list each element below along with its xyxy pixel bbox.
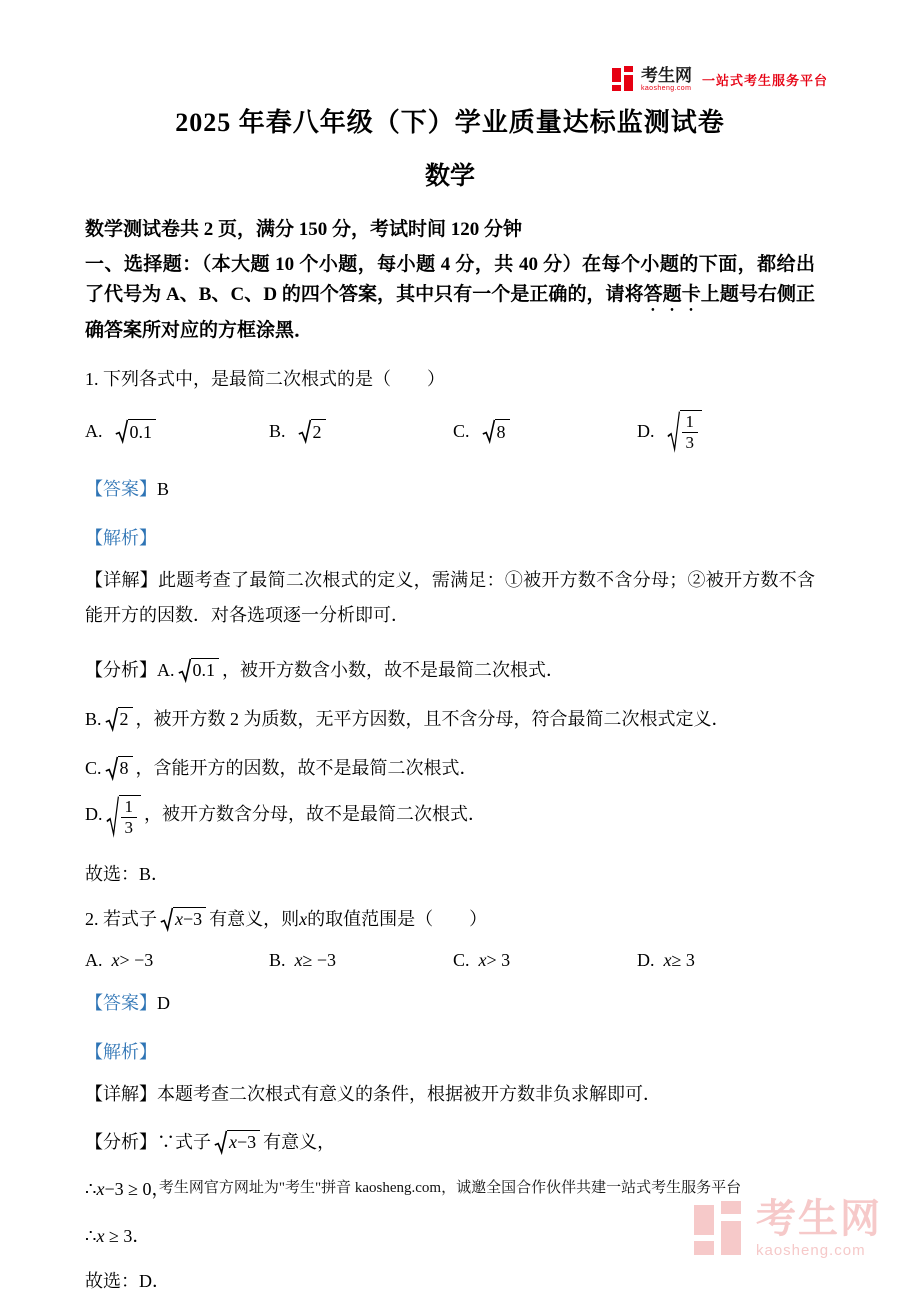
variable: x <box>229 1132 237 1153</box>
question2-stem <box>85 905 815 931</box>
fraction-denominator: 3 <box>685 432 694 452</box>
section1-instructions <box>85 250 815 346</box>
radical-icon <box>105 756 118 780</box>
sqrt-expression <box>178 658 220 682</box>
step-text: ，含能开方的因数，故不是最简二次根式． <box>135 758 478 779</box>
option-label: C. <box>453 420 470 441</box>
radicand <box>227 1130 260 1154</box>
exam-meta-line: 数学测试卷共 2 页，满分 150 分，考试时间 120 分钟 <box>85 219 523 240</box>
step-text: ∵式子 <box>157 1132 211 1153</box>
variable: x <box>175 909 183 930</box>
analysis-label: 【解析】 <box>85 528 157 549</box>
instructions-text-2: 上题号右侧正确答案所对应的方框涂黑． <box>85 284 815 341</box>
variable: x <box>478 950 487 971</box>
question1-stem: 1. 下列各式中，是最简二次根式的是（ ） <box>85 369 445 389</box>
q2-detail <box>85 1077 815 1112</box>
radical-icon <box>106 795 119 837</box>
brand-domain: kaosheng.com <box>640 84 692 92</box>
q1-option-a <box>85 419 269 443</box>
subject-title: 数学 <box>424 163 475 190</box>
option-label: B. <box>269 950 286 971</box>
q1-detail <box>85 563 815 633</box>
radicand-rest: −3 <box>237 1132 257 1153</box>
detail-label: 【详解】 <box>85 570 159 591</box>
step-text: ，被开方数 2 为质数，无平方因数，且不含分母，符合最简二次根式定义． <box>135 709 730 730</box>
sqrt-expression <box>105 707 133 731</box>
instructions-text-1: 一、选择题：（本大题 10 个小题，每小题 4 分，共 40 分）在每个小题的下面，都给出了代号为 A、B、C、D 的四个答案，其中只有一个是正确的，请将 <box>85 254 815 305</box>
watermark-brand: 考生网 <box>756 1197 882 1241</box>
sqrt-fraction-expression <box>106 795 142 837</box>
option-label: C. <box>453 950 470 971</box>
footer-text: 考生网官方网址为"考生"拼音 kaosheng.com，诚邀全国合作伙伴共建一站式考生服务平台 <box>158 1180 742 1196</box>
stem-text: 有意义，则 <box>209 909 300 930</box>
radicand <box>680 410 703 452</box>
therefore-symbol: ∴ <box>85 1226 97 1247</box>
option-label: D. <box>637 950 655 971</box>
option-label: B. <box>269 420 286 441</box>
radical-icon <box>160 907 173 931</box>
detail-text: 此题考查了最简二次根式的定义，需满足：①被开方数不含分母；②被开方数不含能开方的因数．对各选项逐一分析即可． <box>85 570 816 626</box>
option-expression: > −3 <box>119 950 154 971</box>
sqrt-fraction-expression <box>667 410 703 452</box>
expression: −3 ≥ 0， <box>104 1179 170 1200</box>
brand-text <box>641 67 692 92</box>
variable: x <box>96 1179 105 1200</box>
watermark-domain: kaosheng.com <box>756 1242 866 1259</box>
radicand: 0.1 <box>128 419 157 443</box>
step-label: B. <box>85 709 102 730</box>
radicand: 2 <box>118 707 133 731</box>
radical-icon <box>105 707 118 731</box>
q2-answer-line <box>85 989 815 1015</box>
q1-analysis-label-line <box>85 524 815 550</box>
option-label: D. <box>637 420 655 441</box>
sqrt-expression <box>298 419 326 443</box>
step-text: ，被开方数含小数，故不是最简二次根式． <box>222 660 564 681</box>
q2-conclusion: 故选：D． <box>85 1271 170 1292</box>
answer-label: 【答案】 <box>85 993 157 1014</box>
sqrt-expression <box>105 756 133 780</box>
step-label: 【分析】A. <box>85 660 175 681</box>
fraction <box>682 412 699 452</box>
kaosheng-logo-icon <box>612 66 636 92</box>
sqrt-expression <box>214 1130 260 1154</box>
variable: x <box>294 950 303 971</box>
q1-step-a <box>85 656 815 682</box>
variable: x <box>299 909 308 930</box>
page-title: 2025 年春八年级（下）学业质量达标监测试卷 <box>175 108 725 137</box>
sqrt-expression <box>160 907 206 931</box>
radical-icon <box>214 1130 227 1154</box>
fraction-numerator: 1 <box>121 797 138 818</box>
option-label: A. <box>85 420 103 441</box>
footer-watermark <box>694 1199 882 1258</box>
radical-icon <box>667 410 680 452</box>
q2-option-b <box>269 950 453 971</box>
radicand: 8 <box>118 756 133 780</box>
variable: x <box>96 1226 105 1247</box>
option-label: A. <box>85 950 103 971</box>
expression: ≥ 3． <box>104 1226 151 1247</box>
radical-icon <box>482 419 495 443</box>
option-expression: > 3 <box>486 950 511 971</box>
radicand <box>173 907 206 931</box>
sqrt-expression <box>115 419 157 443</box>
answer-value: B <box>157 479 170 500</box>
radical-icon <box>298 419 311 443</box>
radicand-rest: −3 <box>183 909 203 930</box>
q2-option-d <box>637 950 695 971</box>
radical-icon <box>115 419 128 443</box>
radical-icon <box>178 658 191 682</box>
fraction <box>121 797 138 837</box>
q2-option-c <box>453 950 637 971</box>
q2-analysis-label-line <box>85 1038 815 1064</box>
radicand: 8 <box>495 419 510 443</box>
sqrt-expression <box>482 419 510 443</box>
therefore-symbol: ∴ <box>85 1179 97 1200</box>
question1-options <box>85 410 815 452</box>
step-label: 【分析】 <box>85 1132 157 1153</box>
watermark-text <box>756 1199 882 1258</box>
q1-option-d <box>637 410 705 452</box>
step-label: C. <box>85 758 102 779</box>
q1-option-c <box>453 419 637 443</box>
variable: x <box>111 950 120 971</box>
q2-step <box>85 1128 815 1154</box>
kaosheng-watermark-icon <box>694 1201 746 1257</box>
step-text: 有意义， <box>263 1132 336 1153</box>
detail-text: 本题考查二次根式有意义的条件，根据被开方数非负求解即可． <box>157 1084 661 1105</box>
radicand <box>119 795 142 837</box>
brand-name: 考生网 <box>640 65 692 85</box>
q1-step-c <box>85 754 815 780</box>
header-logo <box>612 66 828 92</box>
option-expression: ≥ 3 <box>671 950 695 971</box>
option-expression: ≥ −3 <box>302 950 337 971</box>
fraction-numerator: 1 <box>682 412 699 433</box>
answer-label: 【答案】 <box>85 479 157 500</box>
step-label: D. <box>85 804 103 825</box>
q1-conclusion: 故选：B． <box>85 864 170 885</box>
radicand: 2 <box>311 419 326 443</box>
fraction-denominator: 3 <box>124 817 133 837</box>
step-text: ，被开方数含分母，故不是最简二次根式． <box>144 804 486 825</box>
radicand: 0.1 <box>191 658 220 682</box>
q1-answer-line <box>85 475 815 501</box>
stem-text: 的取值范围是（ ） <box>307 909 488 930</box>
question2-options <box>85 950 815 971</box>
q1-step-d <box>85 795 815 837</box>
q1-option-b <box>269 419 453 443</box>
detail-label: 【详解】 <box>85 1084 157 1105</box>
instructions-emphasis: 答题卡 <box>643 284 701 305</box>
analysis-label: 【解析】 <box>85 1042 157 1063</box>
variable: x <box>663 950 672 971</box>
q1-step-b <box>85 705 815 731</box>
q2-option-a <box>85 950 269 971</box>
answer-value: D <box>157 993 170 1014</box>
stem-text: 2. 若式子 <box>85 909 157 930</box>
brand-tagline: 一站式考生服务平台 <box>701 72 828 88</box>
